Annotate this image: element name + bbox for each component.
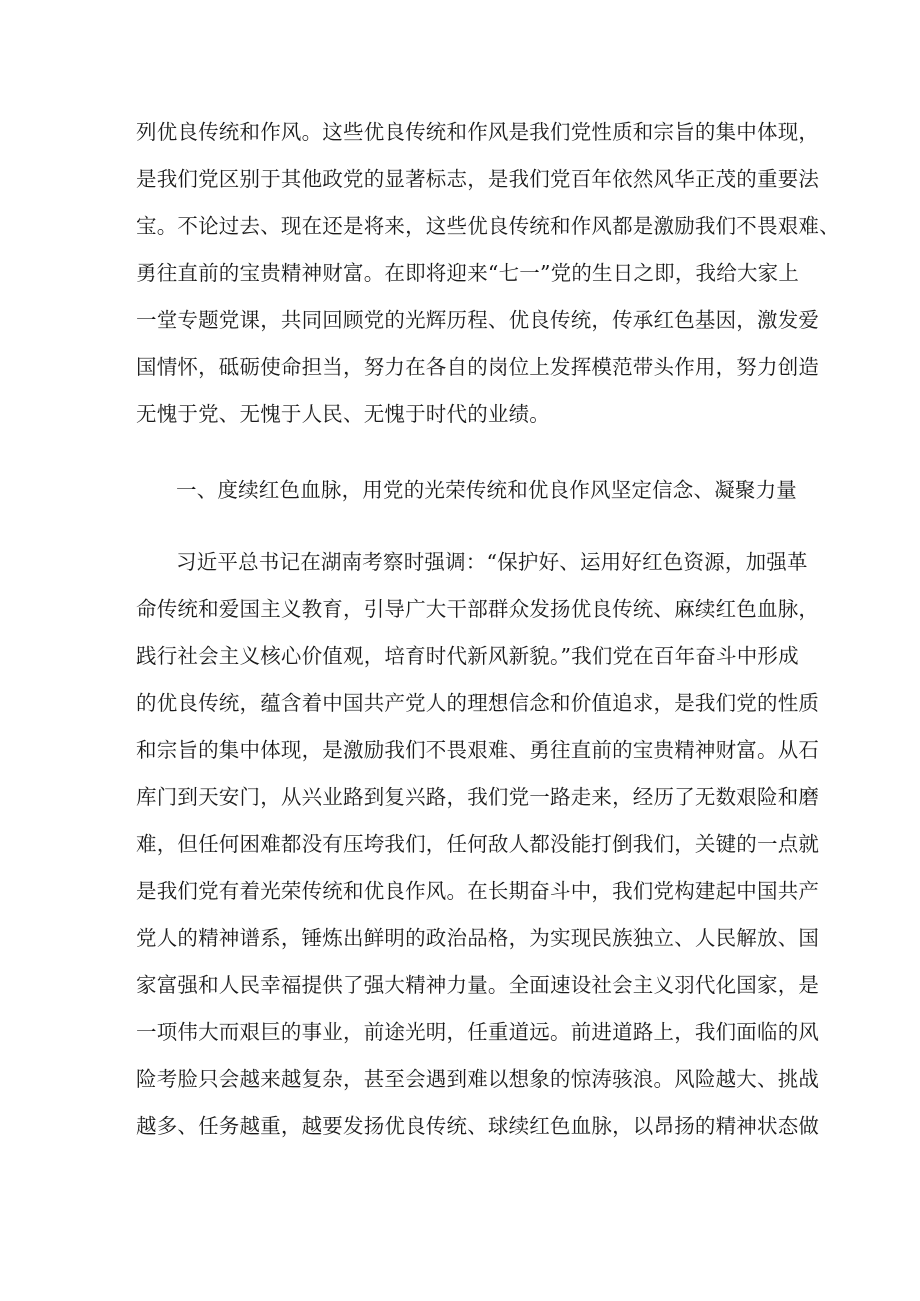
paragraph-1-line-6: 国情怀，砥砺使命担当，努力在各自的岗位上发挥模范带头作用，努力创造 [136,355,820,379]
paragraph-1-line-5: 一堂专题党课，共同回顾党的光辉历程、优良传统，传承红色基因，激发爱 [136,308,820,332]
paragraph-2-line-4: 的优良传统，蕴含着中国共产党人的理想信念和价值追求，是我们党的性质 [136,691,820,715]
paragraph-2-line-10: 家富强和人民幸福提供了强大精神力量。全面速设社会主义羽代化国家，是 [136,973,820,997]
paragraph-2-line-8: 是我们党有着光荣传统和优良作风。在长期奋斗中，我们党构建起中国共产 [136,879,820,903]
paragraph-2-line-13: 越多、任务越重，越要发扬优良传统、球续红色血脉，以昂扬的精神状态做 [136,1114,820,1138]
paragraph-2-line-3: 践行社会主义核心价值观，培育时代新风新貌。”我们党在百年奋斗中形成 [136,644,799,668]
paragraph-2-line-9: 党人的精神谱系，锤炼出鲜明的政治品格，为实现民族独立、人民解放、国 [136,926,820,950]
paragraph-1-line-1: 列优良传统和作风。这些优良传统和作风是我们党性质和宗旨的集中体现， [136,120,820,144]
paragraph-1-line-7: 无愧于党、无愧于人民、无愧于时代的业绩。 [136,402,550,426]
paragraph-2-line-1: 习近平总书记在湖南考察时强调：“保护好、运用好红色资源，加强革 [176,550,808,574]
section-heading: 一、度续红色血脉，用党的光荣传统和优良作风坚定信念、凝聚力量 [176,478,797,502]
paragraph-2-line-5: 和宗旨的集中体现，是激励我们不畏艰难、勇往直前的宝贵精神财富。从石 [136,738,820,762]
paragraph-1-line-4: 勇往直前的宝贵精神财富。在即将迎来“七一”党的生日之即，我给大家上 [136,261,800,285]
paragraph-2-line-11: 一项伟大而艰巨的事业，前途光明，任重道远。前进道路上，我们面临的风 [136,1020,820,1044]
paragraph-2-line-6: 库门到天安门，从兴业路到复兴路，我们党一路走来，经历了无数艰险和磨 [136,785,820,809]
paragraph-2-line-2: 命传统和爱国主义教育，引导广大干部群众发扬优良传统、麻续红色血脉， [136,597,820,621]
paragraph-1-line-3: 宝。不论过去、现在还是将来，这些优良传统和作风都是激励我们不畏艰难、 [136,214,840,238]
paragraph-1-line-2: 是我们党区别于其他政党的显著标志，是我们党百年依然风华正茂的重要法 [136,167,820,191]
paragraph-2-line-7: 难，但任何困难都没有压垮我们，任何敌人都没能打倒我们，关键的一点就 [136,832,820,856]
paragraph-2-line-12: 险考脸只会越来越复杂，甚至会遇到难以想象的惊涛骇浪。风险越大、挑战 [136,1067,820,1091]
